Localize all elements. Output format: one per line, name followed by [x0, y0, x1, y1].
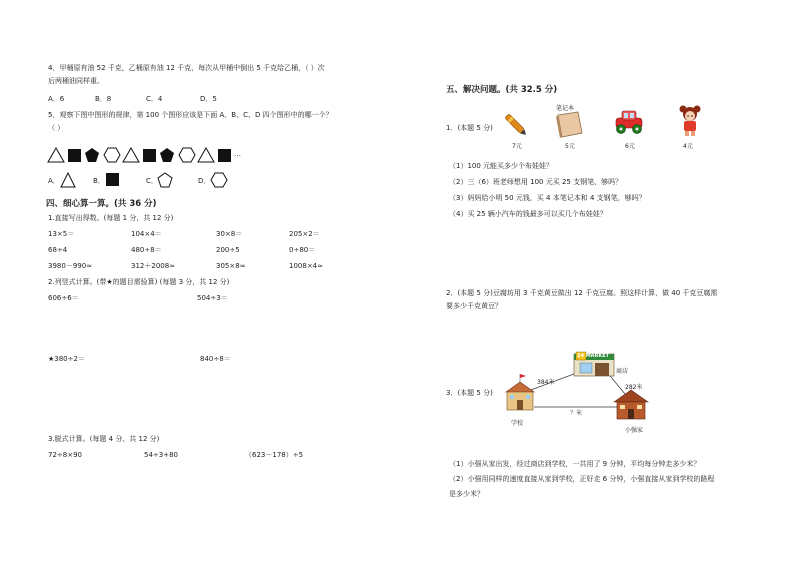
q5-option-d: D． [198, 177, 211, 185]
school-label: 学校 [511, 420, 524, 427]
hexagon-outline-shape [104, 148, 120, 162]
q4-option-c: C．4 [146, 95, 163, 103]
vertical-calc-4: 840÷8＝ [200, 355, 231, 363]
square-filled-shape [68, 149, 81, 162]
vertical-calc-3: ★380÷2＝ [48, 355, 85, 363]
option-a-triangle-icon [60, 172, 76, 188]
distance-school-store: 384米 [537, 379, 555, 386]
calc-3-4: 1008×4≈ [289, 262, 323, 270]
q2-line2: 要多少千克黄豆？ [446, 302, 502, 310]
home-label: 小强家 [625, 427, 644, 434]
calc-2-2: 480÷8＝ [131, 246, 162, 254]
q5-line2: （ ） [48, 124, 65, 132]
calc-2-4: 0÷80＝ [289, 246, 316, 254]
calc-1-1: 13×5＝ [48, 230, 75, 238]
option-b-square-icon [105, 172, 121, 188]
q5-line1: 5．观察下图中图形的规律，第 100 个图形应该是下面 A、B、C、D 四个图形中的哪一个？ [48, 111, 333, 119]
doll-icon [677, 104, 703, 138]
calc-2-3: 200÷5 [216, 246, 240, 254]
triangle-outline-shape [48, 148, 64, 162]
option-c-pentagon-icon [157, 172, 173, 188]
q3-sub-1: （1）小强从家出发，经过商店到学校，一共用了 9 分钟，平均每分钟走多少米？ [449, 460, 701, 468]
q4-line1: 4．甲桶原有油 52 千克，乙桶原有油 12 千克，每次从甲桶中倒出 5 千克给乙桶，（ ）次 [48, 64, 325, 72]
market-sign: 24 MARKET [577, 353, 610, 359]
q1-sub-3: （3）妈妈给小明 50 元钱，买 4 本笔记本和 4 支钢笔，够吗？ [449, 194, 646, 202]
q3-sub-2: （2）小强用同样的速度直接从家到学校，正好走 6 分钟，小强直接从家到学校的路程 [449, 475, 715, 483]
calc-3-3: 305×8≈ [216, 262, 246, 270]
q1-sub-1: （1）100 元能买多少个布娃娃？ [449, 162, 554, 170]
step-calc-3: （623－178）÷5 [245, 451, 304, 459]
distance-store-home: 282米 [625, 384, 643, 391]
vertical-calc-2: 504÷3＝ [197, 294, 228, 302]
q4-line2: 后两桶油同样重。 [48, 77, 104, 85]
q5-option-b: B． [93, 177, 105, 185]
q1-sub-4: （4）买 25 辆小汽车的钱最多可以买几个布娃娃？ [449, 210, 607, 218]
sequence-ellipsis: … [234, 150, 241, 158]
pentagon-filled-shape [160, 148, 174, 162]
distance-school-home: ？米 [570, 410, 583, 417]
pen-icon [503, 110, 529, 140]
step-calc-1: 72÷8×90 [48, 451, 82, 459]
hexagon-outline-shape [179, 148, 195, 162]
q5-option-c: C． [146, 177, 158, 185]
q5-option-a: A． [48, 177, 60, 185]
section4-title: 四、细心算一算。(共 36 分) [46, 199, 157, 209]
q4-option-a: A．6 [48, 95, 65, 103]
q1-sub-2: （2）三（6）班老师想用 100 元买 25 支钢笔，够吗？ [449, 178, 623, 186]
square-filled-shape [143, 149, 156, 162]
q1-label: 1．(本题 5 分) [446, 124, 493, 132]
home-building-icon [614, 390, 648, 419]
section4-part3-title: 3.脱式计算。(每题 4 分、共 12 分) [48, 435, 160, 443]
q2-line1: 2．(本题 5 分)豆腐坊用 3 千克黄豆做出 12 千克豆腐。照这样计算，做 40 千克豆腐需 [446, 289, 718, 297]
q4-option-d: D．5 [200, 95, 217, 103]
calc-2-1: 68÷4 [48, 246, 68, 254]
calc-1-4: 205×2＝ [289, 230, 320, 238]
square-filled-shape [218, 149, 231, 162]
triangle-outline-shape [123, 148, 139, 162]
option-d-hexagon-icon [210, 172, 228, 188]
toy-car-icon [612, 108, 646, 136]
store-label: 商店 [616, 368, 629, 375]
notebook-caption: 笔记本 [556, 105, 575, 112]
notebook-icon [554, 111, 584, 139]
shape-sequence [46, 145, 266, 165]
pen-price: 7元 [512, 143, 522, 150]
calc-3-1: 3980－990≈ [48, 262, 93, 270]
calc-3-2: 312＋2008≈ [131, 262, 176, 270]
calc-1-2: 104×4＝ [131, 230, 162, 238]
doll-price: 4元 [683, 143, 693, 150]
q4-option-b: B．8 [95, 95, 112, 103]
q3-label: 3．(本题 5 分) [446, 389, 493, 397]
step-calc-2: 54÷3+80 [144, 451, 178, 459]
calc-1-3: 30×8＝ [216, 230, 243, 238]
car-price: 6元 [625, 143, 635, 150]
section4-part2-title: 2.列竖式计算。(带★的题目需验算) (每题 3 分，共 12 分) [48, 278, 230, 286]
section4-part1-title: 1.直接写出得数。(每题 1 分，共 12 分) [48, 214, 174, 222]
school-building-icon [506, 374, 534, 410]
section5-title: 五、解决问题。(共 32.5 分) [446, 85, 558, 95]
q3-sub-3: 是多少米？ [449, 490, 484, 498]
vertical-calc-1: 606÷6＝ [48, 294, 79, 302]
notebook-price: 5元 [565, 143, 575, 150]
pentagon-filled-shape [85, 148, 99, 162]
triangle-outline-shape [198, 148, 214, 162]
